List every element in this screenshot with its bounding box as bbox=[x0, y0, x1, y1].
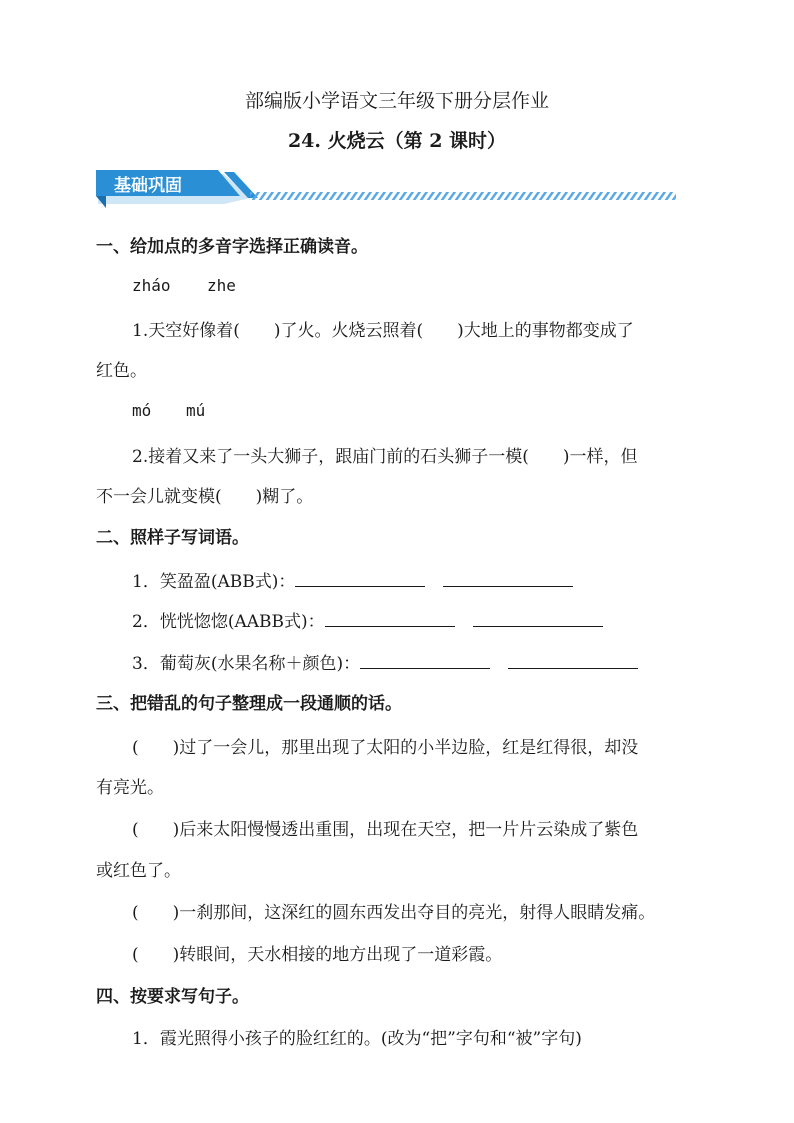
q3-heading: 三、把错乱的句子整理成一段通顺的话。 bbox=[96, 694, 402, 714]
banner-label: 基础巩固 bbox=[114, 176, 182, 196]
q2-item2 bbox=[132, 607, 603, 632]
answer-blank[interactable] bbox=[473, 611, 603, 627]
pinyin-zhe: zhe bbox=[207, 276, 236, 295]
worksheet-title: 部编版小学语文三年级下册分层作业 bbox=[244, 90, 549, 112]
q2-item1 bbox=[132, 567, 573, 592]
pinyin-mo: mó bbox=[132, 401, 152, 420]
q2-item1-label: 1．笑盈盈(ABB式)： bbox=[132, 572, 296, 592]
q1-item2-line2: 不一会儿就变模( )糊了。 bbox=[96, 487, 314, 507]
q3-sentence2-line2: 或红色了。 bbox=[96, 861, 181, 881]
pinyin-zhao: zháo bbox=[132, 276, 171, 295]
q3-sentence1-line1: ( )过了一会儿，那里出现了太阳的小半边脸，红是红得很，却没 bbox=[132, 738, 639, 758]
q4-heading: 四、按要求写句子。 bbox=[96, 987, 249, 1007]
q1-heading: 一、给加点的多音字选择正确读音。 bbox=[96, 237, 368, 257]
q3-sentence2-line1: ( )后来太阳慢慢透出重围，出现在天空，把一片片云染成了紫色 bbox=[132, 820, 639, 840]
answer-blank[interactable] bbox=[295, 571, 425, 587]
q4-item1: 1．霞光照得小孩子的脸红红的。(改为“把”字句和“被”字句) bbox=[132, 1029, 582, 1049]
answer-blank[interactable] bbox=[443, 571, 573, 587]
q2-item3-label: 3．葡萄灰(水果名称＋颜色)： bbox=[132, 654, 361, 674]
lesson-title: 24. 火烧云（第 2 课时） bbox=[287, 130, 507, 152]
q3-sentence1-line2: 有亮光。 bbox=[96, 778, 164, 798]
answer-blank[interactable] bbox=[360, 653, 490, 669]
q3-sentence4: ( )转眼间，天水相接的地方出现了一道彩霞。 bbox=[132, 945, 503, 965]
q3-sentence3: ( )一刹那间，这深红的圆东西发出夺目的亮光，射得人眼睛发痛。 bbox=[132, 903, 656, 923]
pinyin-mu: mú bbox=[186, 401, 206, 420]
q2-heading: 二、照样子写词语。 bbox=[96, 528, 249, 548]
section-banner bbox=[92, 168, 692, 212]
q2-item2-label: 2．恍恍惚惚(AABB式)： bbox=[132, 612, 325, 632]
q1-item2-line1: 2.接着又来了一头大狮子，跟庙门前的石头狮子一模( )一样，但 bbox=[132, 447, 638, 467]
answer-blank[interactable] bbox=[325, 611, 455, 627]
answer-blank[interactable] bbox=[508, 653, 638, 669]
q1-item1-line1: 1.天空好像着( )了火。火烧云照着( )大地上的事物都变成了 bbox=[132, 321, 634, 341]
q2-item3 bbox=[132, 649, 638, 674]
q1-item1-line2: 红色。 bbox=[96, 361, 147, 381]
